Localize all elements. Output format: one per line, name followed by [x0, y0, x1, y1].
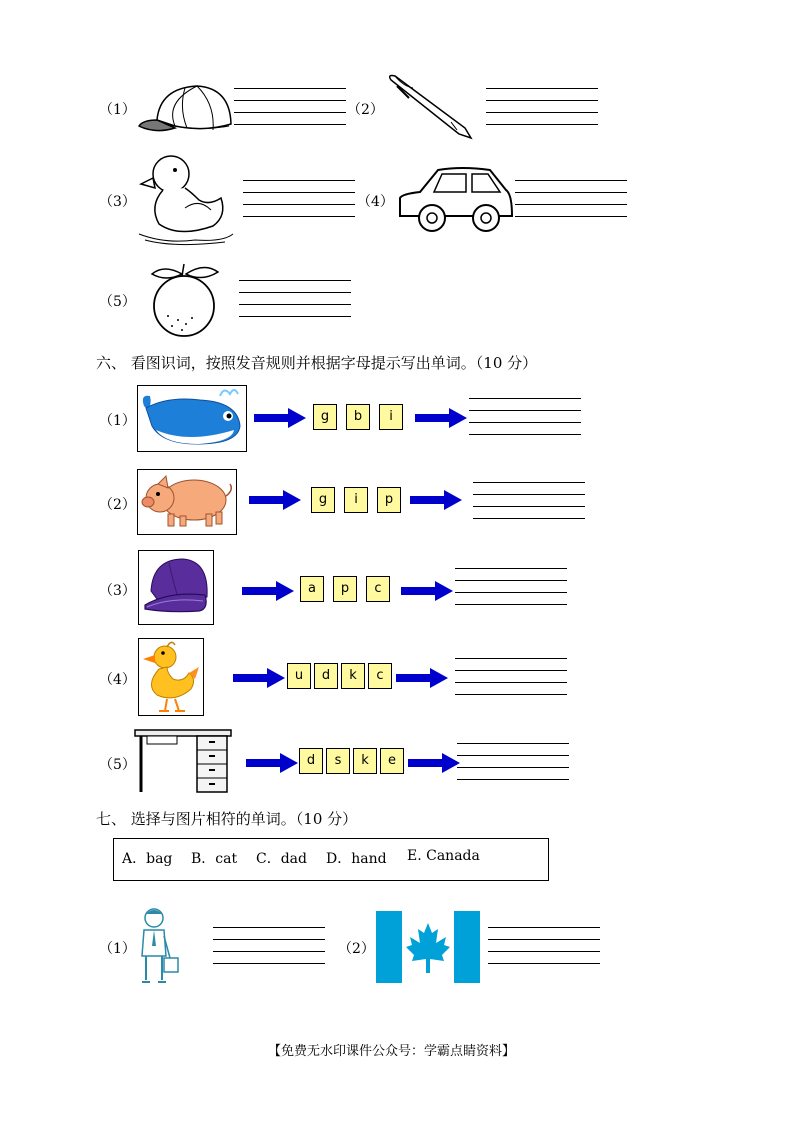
option-b: B．cat [191, 851, 238, 867]
word-options-box [113, 838, 549, 881]
man-with-bag-picture [134, 906, 182, 986]
item-number: （1） [99, 413, 136, 429]
letter-box: k [341, 663, 365, 689]
item-number: （4） [357, 194, 394, 210]
letter-box: i [344, 487, 368, 513]
item-number: （1） [99, 941, 136, 957]
answer-lines[interactable] [486, 88, 598, 126]
item-number: （2） [99, 497, 136, 513]
letter-box: i [379, 404, 403, 430]
arrow-icon [401, 581, 453, 601]
arrow-icon [242, 581, 294, 601]
item-number: （1） [99, 102, 136, 118]
item-number: （2） [338, 941, 375, 957]
answer-lines[interactable] [243, 180, 355, 218]
letter-box: c [368, 663, 392, 689]
answer-lines[interactable] [234, 88, 346, 126]
item-number: （5） [99, 294, 136, 310]
section-6-heading: 六、 看图识词，按照发音规则并根据字母提示写出单词。（10 分） [96, 354, 538, 372]
option-d: D．hand [326, 851, 387, 867]
arrow-icon [249, 490, 301, 510]
answer-lines[interactable] [515, 180, 627, 218]
answer-lines[interactable] [488, 927, 600, 965]
orange-outline-picture [148, 260, 224, 340]
letter-box: e [380, 748, 404, 774]
letter-box: c [366, 576, 390, 602]
pen-outline-picture [385, 72, 477, 142]
item-number: （2） [347, 102, 384, 118]
footer-note: 【免费无水印课件公众号：学霸点睛资料】 [268, 1044, 516, 1059]
letter-box: p [377, 487, 401, 513]
answer-lines[interactable] [213, 927, 325, 965]
answer-lines[interactable] [455, 658, 567, 696]
arrow-icon [396, 668, 448, 688]
letter-box: k [353, 748, 377, 774]
letter-box: a [300, 576, 324, 602]
pig-picture [137, 469, 237, 535]
arrow-icon [233, 668, 285, 688]
arrow-icon [408, 753, 460, 773]
cap-picture [138, 550, 214, 625]
canada-flag-picture [376, 911, 480, 983]
section-7-heading: 七、 选择与图片相符的单词。（10 分） [96, 810, 358, 828]
option-e: E. Canada [407, 848, 480, 864]
arrow-icon [254, 408, 306, 428]
arrow-icon [415, 408, 467, 428]
letter-box: b [346, 404, 370, 430]
letter-box: p [333, 576, 357, 602]
desk-picture [133, 726, 233, 796]
answer-lines[interactable] [455, 568, 567, 606]
item-number: （3） [99, 583, 136, 599]
answer-lines[interactable] [239, 280, 351, 318]
answer-lines[interactable] [469, 398, 581, 436]
letter-box: d [314, 663, 338, 689]
duck-outline-picture [135, 150, 237, 248]
letter-box: u [287, 663, 311, 689]
option-a: A．bag [122, 851, 173, 867]
letter-box: g [313, 404, 337, 430]
item-number: （4） [99, 672, 136, 688]
option-c: C．dad [256, 851, 307, 867]
item-number: （3） [99, 194, 136, 210]
answer-lines[interactable] [457, 743, 569, 781]
letter-box: s [326, 748, 350, 774]
arrow-icon [410, 490, 462, 510]
duck-picture [138, 638, 204, 716]
cap-outline-picture [135, 80, 235, 138]
item-number: （5） [99, 757, 136, 773]
letter-box: g [311, 487, 335, 513]
arrow-icon [246, 753, 298, 773]
whale-picture [137, 385, 247, 452]
letter-box: d [299, 748, 323, 774]
answer-lines[interactable] [473, 482, 585, 520]
car-outline-picture [396, 164, 514, 236]
